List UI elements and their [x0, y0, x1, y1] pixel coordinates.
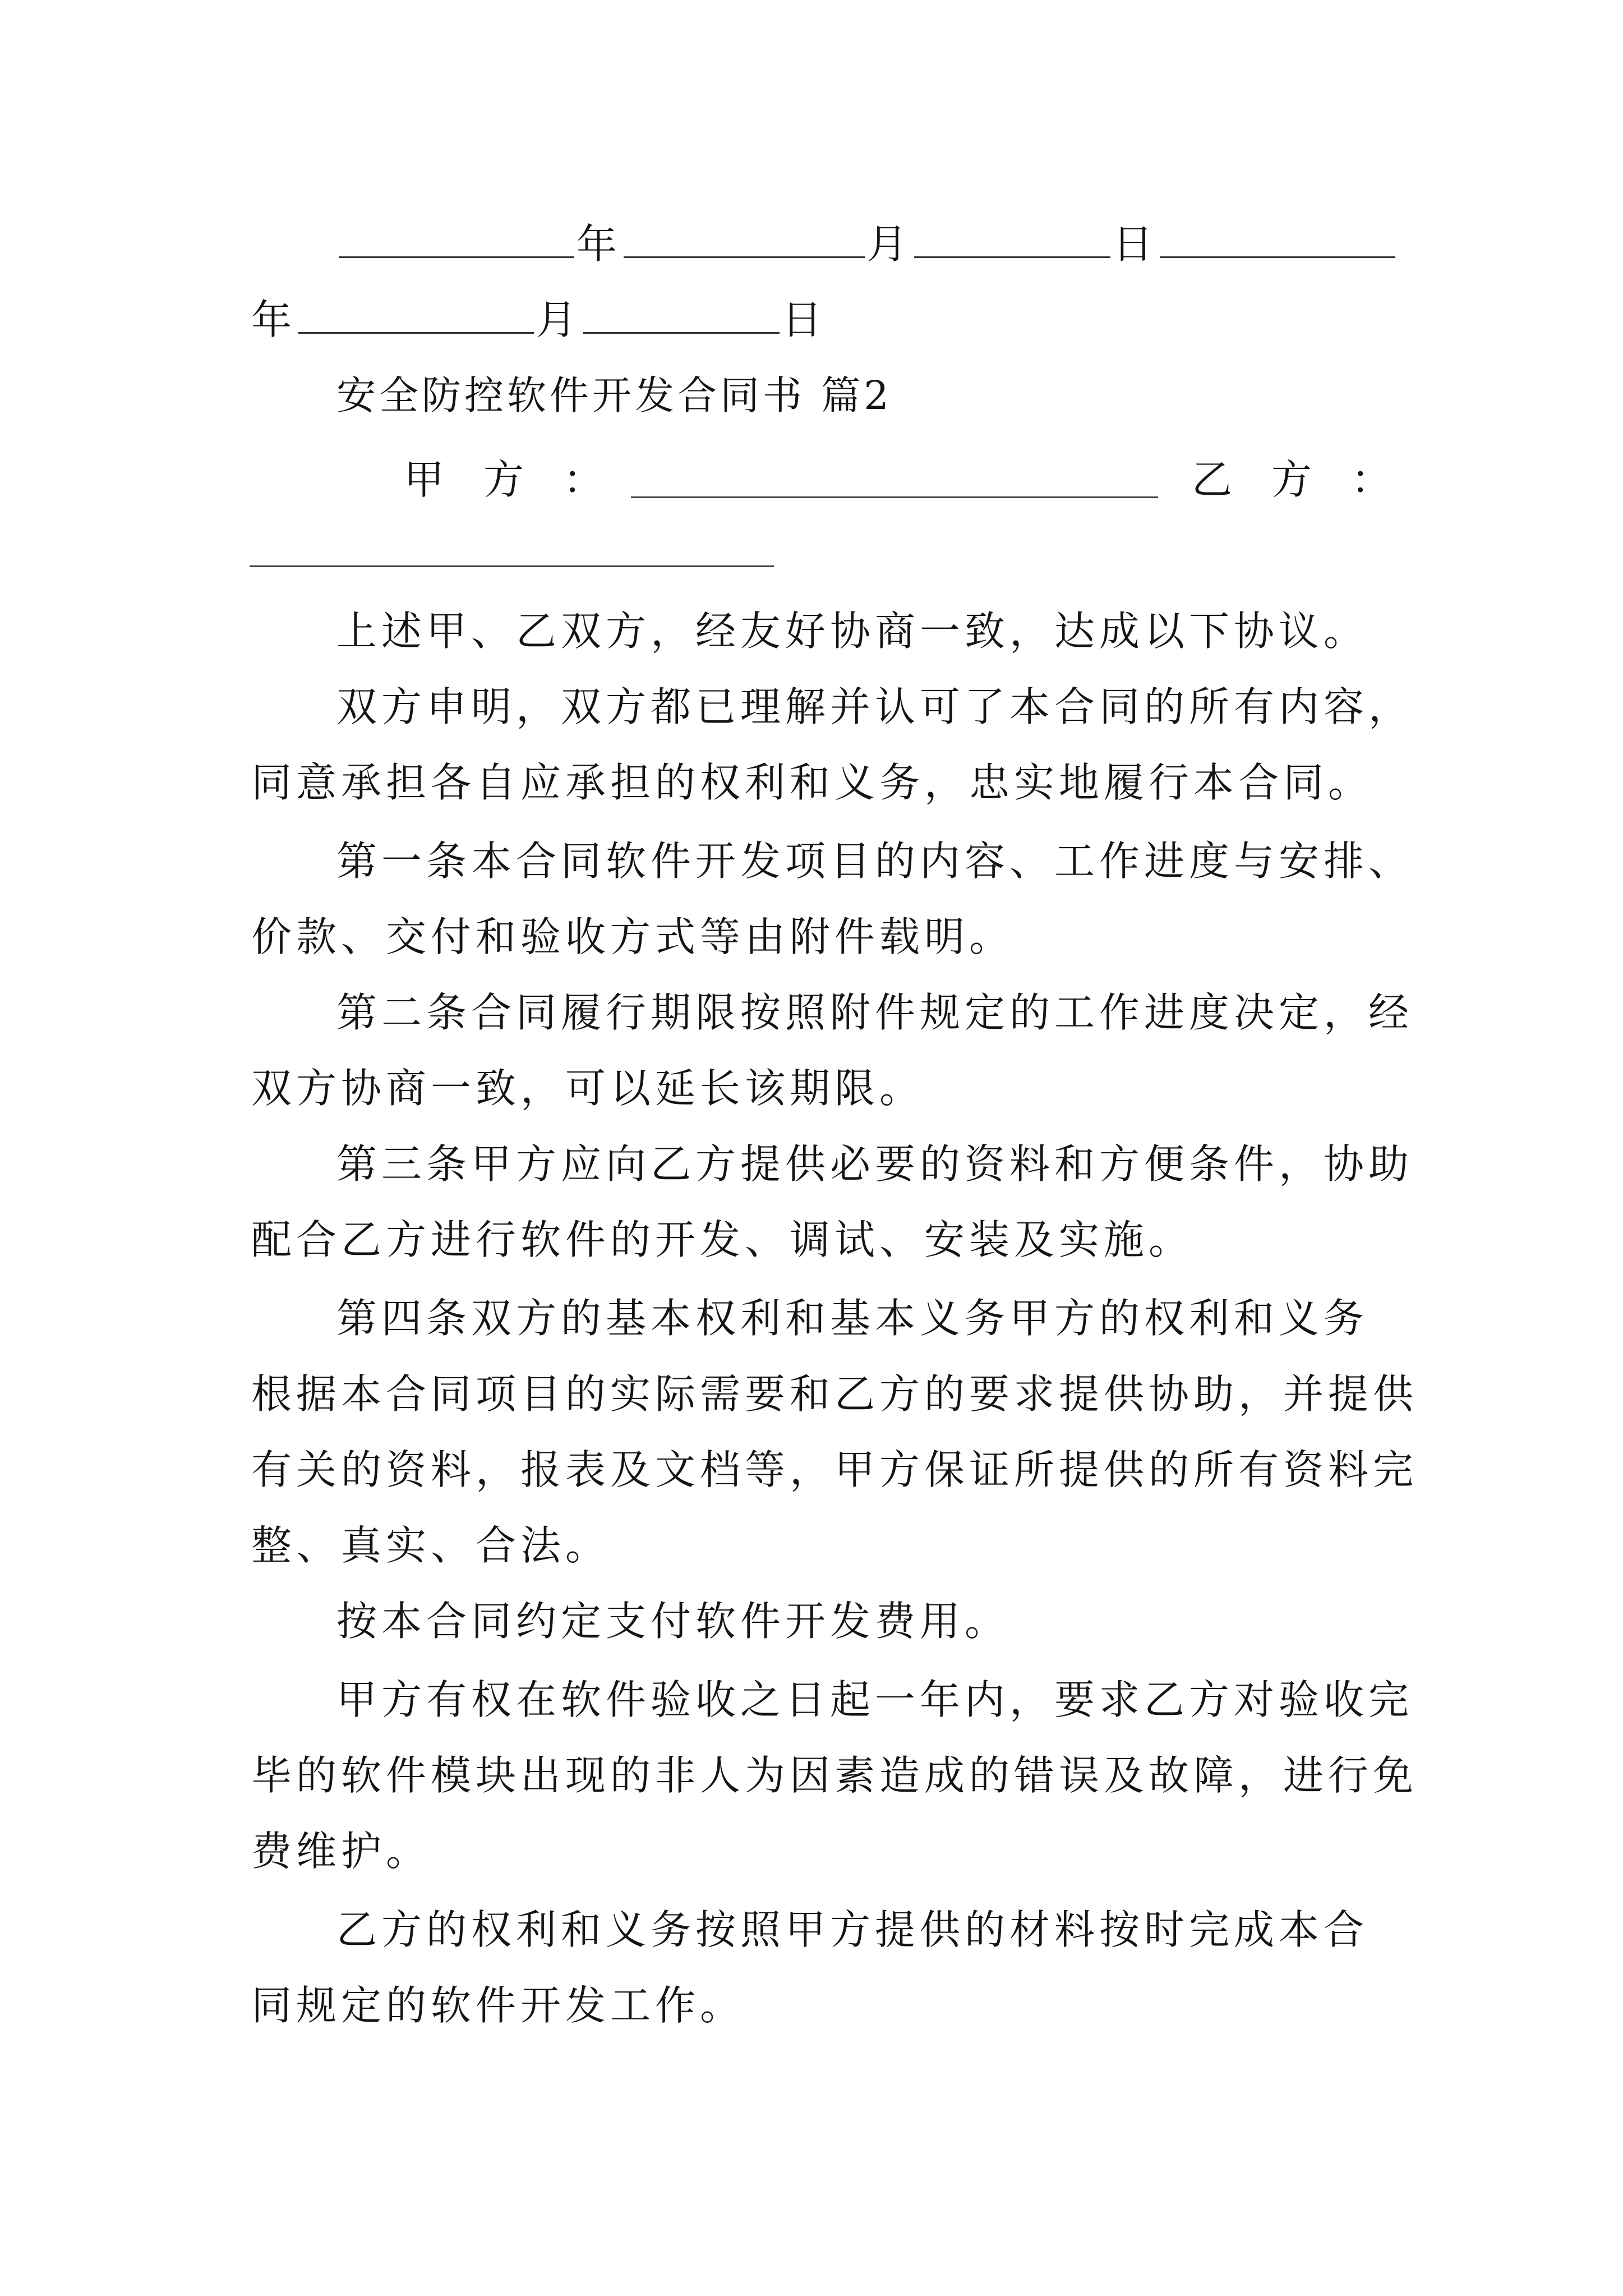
paragraph-1-line-1: 上述甲、乙双方，经友好协商一致，达成以下协议。	[336, 608, 1369, 655]
paragraph-5-line-1: 第三条甲方应向乙方提供必要的资料和方便条件，协助	[336, 1140, 1414, 1188]
day-label: 日	[782, 296, 827, 343]
paragraph-2-line-1: 双方申明，双方都已理解并认可了本合同的所有内容，	[336, 683, 1414, 730]
paragraph-8-line-2: 毕的软件模块出现的非人为因素造成的错误及故障，进行免	[251, 1752, 1418, 1799]
paragraph-3-line-2: 价款、交付和验收方式等由附件载明。	[251, 913, 1015, 960]
month-blank	[298, 293, 534, 334]
year-label: 年	[251, 296, 297, 343]
paragraph-6-line-1: 第四条双方的基本权利和基本义务甲方的权利和义务	[336, 1295, 1369, 1342]
party-a-blank	[631, 496, 1158, 498]
year-label: 年	[577, 220, 622, 268]
paragraph-4-line-1: 第二条合同履行期限按照附件规定的工作进度决定，经	[336, 989, 1414, 1036]
month-label: 月	[867, 220, 912, 268]
day-blank	[583, 293, 780, 334]
paragraph-3-line-1: 第一条本合同软件开发项目的内容、工作进度与安排、	[336, 838, 1414, 885]
party-a-label: 甲方：	[404, 456, 643, 503]
section-title: 安全防控软件开发合同书 篇2	[336, 372, 892, 418]
paragraph-8-line-1: 甲方有权在软件验收之日起一年内，要求乙方对验收完	[336, 1676, 1414, 1723]
paragraph-2-line-2: 同意承担各自应承担的权利和义务，忠实地履行本合同。	[251, 759, 1373, 806]
paragraph-6-line-4: 整、真实、合法。	[251, 1522, 611, 1569]
paragraph-7-line-1: 按本合同约定支付软件开发费用。	[336, 1598, 1010, 1645]
paragraph-8-line-3: 费维护。	[251, 1828, 431, 1875]
party-b-blank	[250, 565, 774, 567]
paragraph-5-line-2: 配合乙方进行软件的开发、调试、安装及实施。	[251, 1216, 1194, 1263]
paragraph-4-line-2: 双方协商一致，可以延长该期限。	[251, 1065, 925, 1112]
paragraph-6-line-2: 根据本合同项目的实际需要和乙方的要求提供协助，并提供	[251, 1370, 1418, 1418]
trailing-blank	[1160, 217, 1395, 258]
day-label: 日	[1113, 220, 1158, 268]
paragraph-9-line-2: 同规定的软件开发工作。	[251, 1982, 745, 2029]
month-label: 月	[536, 296, 582, 343]
month-blank	[624, 217, 865, 258]
paragraph-9-line-1: 乙方的权利和义务按照甲方提供的材料按时完成本合	[336, 1906, 1369, 1953]
date-line-2	[251, 292, 827, 348]
day-blank	[914, 217, 1110, 258]
year-blank	[339, 217, 574, 258]
paragraph-6-line-3: 有关的资料，报表及文档等，甲方保证所提供的所有资料完	[251, 1446, 1418, 1493]
party-b-label: 乙方：	[1192, 456, 1431, 503]
date-line-1	[336, 216, 1398, 272]
